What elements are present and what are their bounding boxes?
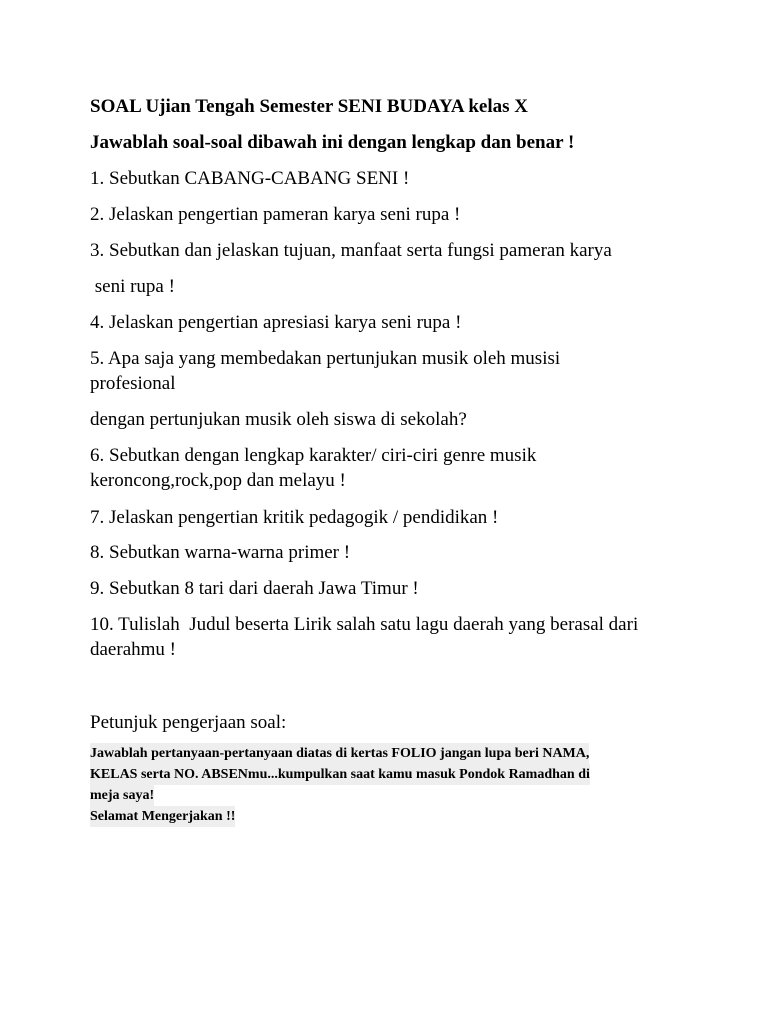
guide-closing: Selamat Mengerjakan !! [90, 806, 235, 827]
question-10-continued: daerahmu ! [90, 639, 176, 660]
guide-line-2: KELAS serta NO. ABSENmu...kumpulkan saat kamu masuk Pondok Ramadhan di [90, 764, 590, 785]
question-9: 9. Sebutkan 8 tari dari daerah Jawa Timur ! [90, 578, 419, 599]
question-4: 4. Jelaskan pengertian apresiasi karya seni rupa ! [90, 312, 462, 333]
question-10: 10. Tulislah Judul beserta Lirik salah satu lagu daerah yang berasal dari [90, 614, 639, 635]
document-instruction: Jawablah soal-soal dibawah ini dengan lengkap dan benar ! [90, 132, 575, 153]
question-1: 1. Sebutkan CABANG-CABANG SENI ! [90, 168, 410, 189]
question-2: 2. Jelaskan pengertian pameran karya seni rupa ! [90, 204, 461, 225]
question-8: 8. Sebutkan warna-warna primer ! [90, 542, 351, 563]
guide-heading: Petunjuk pengerjaan soal: [90, 712, 287, 733]
question-5-continued: profesional [90, 373, 176, 394]
question-6-continued: keroncong,rock,pop dan melayu ! [90, 470, 346, 491]
question-3-continued: seni rupa ! [90, 276, 175, 297]
question-6: 6. Sebutkan dengan lengkap karakter/ ciri-ciri genre musik [90, 445, 537, 466]
question-5-continued-2: dengan pertunjukan musik oleh siswa di sekolah? [90, 409, 467, 430]
guide-line-3: meja saya! [90, 785, 154, 806]
question-5: 5. Apa saja yang membedakan pertunjukan musik oleh musisi [90, 348, 561, 369]
document-title: SOAL Ujian Tengah Semester SENI BUDAYA kelas X [90, 96, 528, 117]
question-3: 3. Sebutkan dan jelaskan tujuan, manfaat serta fungsi pameran karya [90, 240, 612, 261]
question-7: 7. Jelaskan pengertian kritik pedagogik / pendidikan ! [90, 507, 499, 528]
guide-line-1: Jawablah pertanyaan-pertanyaan diatas di kertas FOLIO jangan lupa beri NAMA, [90, 743, 589, 764]
